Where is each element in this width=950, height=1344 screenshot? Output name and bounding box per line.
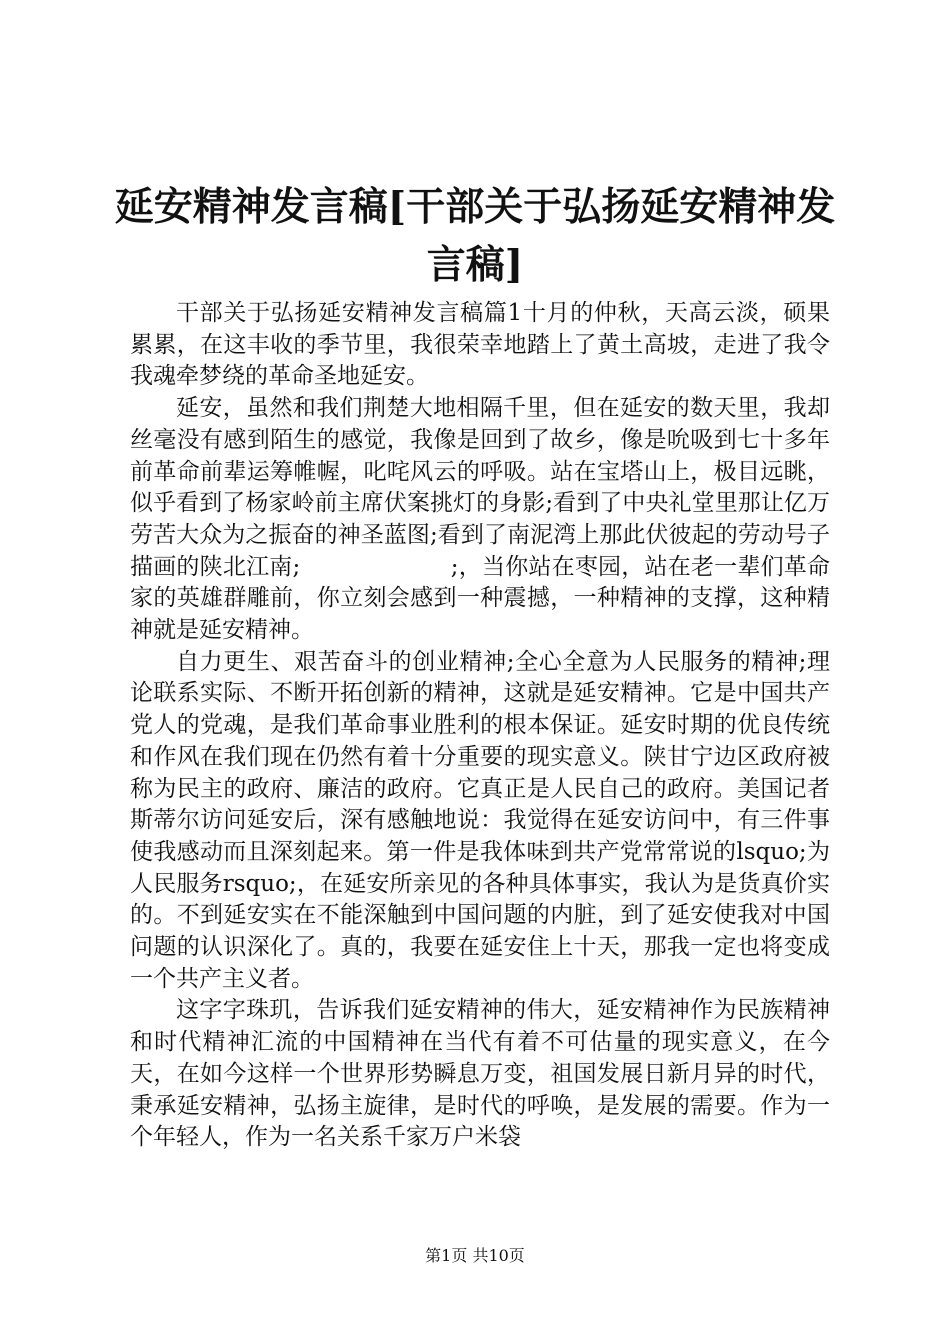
paragraph-1: 干部关于弘扬延安精神发言稿篇1十月的仲秋，天高云淡，硕果累累，在这丰收的季节里，我很荣幸地踏上了黄土高坡，走进了我令我魂牵梦绕的革命圣地延安。 bbox=[130, 300, 830, 390]
paragraph-2: 延安，虽然和我们荆楚大地相隔千里，但在延安的数天里，我却丝毫没有感到陌生的感觉，我像是回到了故乡，像是吮吸到七十多年前革命前辈运筹帷幄，叱咤风云的呼吸。站在宝塔山上，极目远眺，似乎看到了杨家岭前主席伏案挑灯的身影;看到了中央礼堂里那让亿万劳苦大众为之振奋的神圣蓝图;看到了南泥湾上那此伏彼起的劳动号子描画的陕北江南; ;，当你站在枣园，站在老一辈们革命家的英雄群雕前，你立刻会感到一种震撼，一种精神的支撑，这种精神就是延安精神。 bbox=[130, 395, 830, 644]
document-body bbox=[130, 298, 830, 1154]
document-title: 延安精神发言稿[干部关于弘扬延安精神发言稿] bbox=[114, 184, 836, 288]
paragraph-3: 自力更生、艰苦奋斗的创业精神;全心全意为人民服务的精神;理论联系实际、不断开拓创新的精神，这就是延安精神。它是中国共产党人的党魂，是我们革命事业胜利的根本保证。延安时期的优良传统和作风在我们现在仍然有着十分重要的现实意义。陕甘宁边区政府被称为民主的政府、廉洁的政府。它真正是人民自己的政府。美国记者斯蒂尔访问延安后，深有感触地说：我觉得在延安访问中，有三件事使我感动而且深刻起来。第一件是我体味到共产党常常说的lsquo;为人民服务rsquo;，在延安所亲见的各种具体事实，我认为是货真价实的。不到延安实在不能深触到中国问题的内脏，到了延安使我对中国问题的认识深化了。真的，我要在延安住上十天，那我一定也将变成一个共产主义者。 bbox=[130, 648, 830, 992]
page-number-footer: 第1页 共10页 bbox=[425, 1246, 525, 1265]
paragraph-4: 这字字珠玑，告诉我们延安精神的伟大，延安精神作为民族精神和时代精神汇流的中国精神在当代有着不可估量的现实意义，在今天，在如今这样一个世界形势瞬息万变，祖国发展日新月异的时代，秉承延安精神，弘扬主旋律，是时代的呼唤，是发展的需要。作为一个年轻人，作为一名关系千家万户米袋 bbox=[130, 997, 830, 1151]
